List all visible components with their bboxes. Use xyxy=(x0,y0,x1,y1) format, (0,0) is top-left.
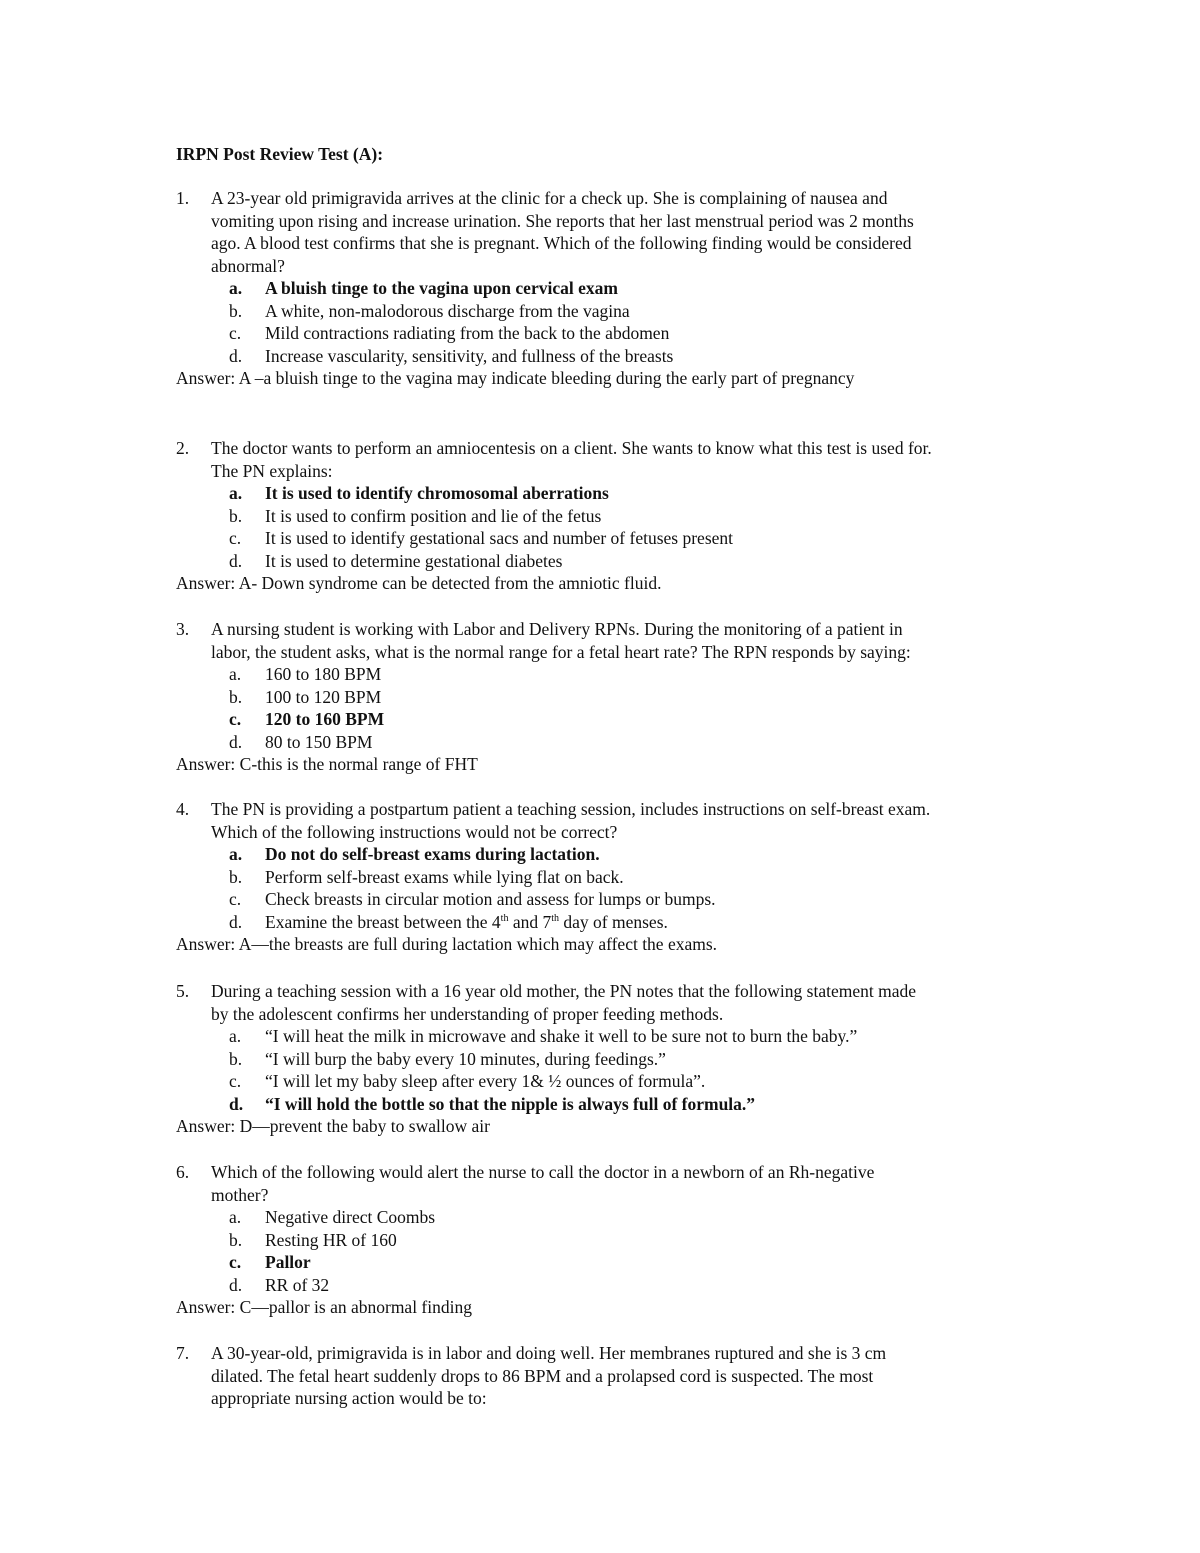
question-text xyxy=(211,618,1036,663)
option-text: Resting HR of 160 xyxy=(265,1229,397,1250)
question-stem xyxy=(176,618,1036,663)
option-text xyxy=(265,911,668,934)
question-text-line: A 23-year old primigravida arrives at the clinic for a check up. She is complaining of nausea and xyxy=(211,188,888,208)
option-item xyxy=(229,527,1036,550)
correct-option xyxy=(229,277,1036,300)
option-letter: a. xyxy=(229,664,242,684)
option-letter: c. xyxy=(229,889,242,909)
correct-option xyxy=(229,843,1036,866)
option-text: “I will burp the baby every 10 minutes, during feedings.” xyxy=(265,1048,666,1069)
option-text: RR of 32 xyxy=(265,1274,330,1295)
option-text: “I will let my baby sleep after every 1& ½ ounces of formula”. xyxy=(265,1071,706,1091)
option-item xyxy=(229,505,1036,528)
question-block xyxy=(176,187,1036,390)
option-letter: d. xyxy=(229,345,243,366)
option-letter: d. xyxy=(229,731,243,752)
question-block xyxy=(176,1161,1036,1319)
question-text xyxy=(211,798,1036,843)
option-text: 100 to 120 BPM xyxy=(265,686,382,707)
option-letter: a. xyxy=(229,1207,242,1227)
option-text: It is used to determine gestational diabetes xyxy=(265,550,563,571)
option-text: It is used to identify gestational sacs and number of fetuses present xyxy=(265,528,734,548)
option-text: Mild contractions radiating from the back to the abdomen xyxy=(265,323,670,343)
option-letter: b. xyxy=(229,300,243,321)
option-letter: b. xyxy=(229,1229,243,1250)
option-text-part: and 7 xyxy=(508,911,552,932)
question-text xyxy=(211,980,1036,1025)
option-letter: b. xyxy=(229,1048,243,1069)
option-letter: b. xyxy=(229,505,243,526)
option-letter: d. xyxy=(229,1093,244,1114)
option-item xyxy=(229,888,1036,911)
option-text: It is used to confirm position and lie of the fetus xyxy=(265,505,602,526)
option-item xyxy=(229,300,1036,323)
correct-option xyxy=(229,708,1036,731)
option-item xyxy=(229,731,1036,754)
question-text-line: A 30-year-old, primigravida is in labor and doing well. Her membranes ruptured and she is 3 cm xyxy=(211,1343,887,1363)
option-item xyxy=(229,1048,1036,1071)
question-number: 6. xyxy=(176,1162,190,1182)
option-item xyxy=(229,1070,1036,1093)
question-block xyxy=(176,798,1036,956)
question-stem xyxy=(176,1342,1036,1410)
question-text-line: abnormal? xyxy=(211,255,285,276)
question-number: 3. xyxy=(176,619,190,639)
option-text: Increase vascularity, sensitivity, and fullness of the breasts xyxy=(265,345,674,366)
option-letter: a. xyxy=(229,1026,242,1046)
question-number: 2. xyxy=(176,438,190,458)
question-block xyxy=(176,980,1036,1138)
question-text-line: mother? xyxy=(211,1184,269,1205)
question-block xyxy=(176,437,1036,595)
question-stem xyxy=(176,187,1036,277)
option-text: 80 to 150 BPM xyxy=(265,731,373,752)
question-text-line: ago. A blood test confirms that she is pregnant. Which of the following finding would be considered xyxy=(211,233,912,253)
question-text-line: During a teaching session with a 16 year old mother, the PN notes that the following statement made xyxy=(211,981,916,1001)
option-letter: d. xyxy=(229,911,243,932)
option-item xyxy=(229,1025,1036,1048)
question-text-line: by the adolescent confirms her understanding of proper feeding methods. xyxy=(211,1003,724,1024)
answer-options xyxy=(176,663,1036,753)
option-letter: c. xyxy=(229,709,242,729)
question-number: 7. xyxy=(176,1343,190,1363)
option-letter: a. xyxy=(229,278,243,298)
option-letter: b. xyxy=(229,866,243,887)
question-text-line: appropriate nursing action would be to: xyxy=(211,1388,487,1408)
question-stem xyxy=(176,980,1036,1025)
option-text: Perform self-breast exams while lying flat on back. xyxy=(265,866,624,887)
question-stem xyxy=(176,1161,1036,1206)
option-text: Do not do self-breast exams during lactation. xyxy=(265,844,600,864)
answer-options xyxy=(176,277,1036,367)
answer-line: Answer: A –a bluish tinge to the vagina may indicate bleeding during the early part of pregnancy xyxy=(176,368,855,388)
option-item xyxy=(229,345,1036,368)
ordinal-suffix: th xyxy=(551,912,560,924)
option-text: “I will heat the milk in microwave and shake it well to be sure not to burn the baby.” xyxy=(265,1026,858,1046)
question-number: 5. xyxy=(176,981,190,1001)
option-item xyxy=(229,1229,1036,1252)
option-text: Pallor xyxy=(265,1252,311,1272)
option-item xyxy=(229,866,1036,889)
answer-options xyxy=(176,1025,1036,1115)
answer-line: Answer: C-this is the normal range of FHT xyxy=(176,754,478,774)
question-number: 1. xyxy=(176,188,190,208)
answer-line: Answer: C—pallor is an abnormal finding xyxy=(176,1297,472,1317)
option-item xyxy=(229,686,1036,709)
option-letter: c. xyxy=(229,323,242,343)
option-letter: b. xyxy=(229,686,243,707)
option-letter: d. xyxy=(229,1274,243,1295)
question-block xyxy=(176,1342,1036,1410)
question-text-line: Which of the following instructions would not be correct? xyxy=(211,821,618,842)
answer-line: Answer: A- Down syndrome can be detected from the amniotic fluid. xyxy=(176,573,662,593)
answer-line: Answer: D—prevent the baby to swallow air xyxy=(176,1116,490,1136)
option-letter: c. xyxy=(229,1252,242,1272)
option-text: A white, non-malodorous discharge from the vagina xyxy=(265,300,630,321)
option-item xyxy=(229,550,1036,573)
option-item xyxy=(229,663,1036,686)
question-text-line: The doctor wants to perform an amniocentesis on a client. She wants to know what this test is used for. xyxy=(211,438,932,458)
option-letter: a. xyxy=(229,844,243,864)
answer-options xyxy=(176,482,1036,572)
option-letter: c. xyxy=(229,1071,242,1091)
question-number: 4. xyxy=(176,799,190,819)
question-text-line: labor, the student asks, what is the normal range for a fetal heart rate? The RPN responds by saying: xyxy=(211,641,911,662)
question-stem xyxy=(176,437,1036,482)
answer-line: Answer: A—the breasts are full during lactation which may affect the exams. xyxy=(176,934,718,954)
option-text: Check breasts in circular motion and assess for lumps or bumps. xyxy=(265,889,716,909)
option-item xyxy=(229,1274,1036,1297)
question-text-line: The PN is providing a postpartum patient a teaching session, includes instructions on self-breast exam. xyxy=(211,799,931,819)
option-text: A bluish tinge to the vagina upon cervical exam xyxy=(265,278,618,298)
question-text-line: The PN explains: xyxy=(211,460,333,481)
question-text-line: dilated. The fetal heart suddenly drops to 86 BPM and a prolapsed cord is suspected. The most xyxy=(211,1365,874,1386)
option-letter: a. xyxy=(229,483,243,503)
option-text-part: day of menses. xyxy=(559,911,668,932)
question-text-line: vomiting upon rising and increase urination. She reports that her last menstrual period was 2 months xyxy=(211,210,914,231)
option-item xyxy=(229,322,1036,345)
question-text xyxy=(211,437,1036,482)
question-text xyxy=(211,1161,1036,1206)
answer-options xyxy=(176,843,1036,933)
question-stem xyxy=(176,798,1036,843)
answer-options xyxy=(176,1206,1036,1296)
option-text: 120 to 160 BPM xyxy=(265,709,385,729)
option-text-part: Examine the breast between the 4 xyxy=(265,911,501,932)
question-block xyxy=(176,618,1036,776)
option-text: “I will hold the bottle so that the nipple is always full of formula.” xyxy=(265,1093,756,1114)
option-item xyxy=(229,911,1036,934)
question-text xyxy=(211,187,1036,277)
ordinal-suffix: th xyxy=(500,912,509,924)
question-text-line: Which of the following would alert the nurse to call the doctor in a newborn of an Rh-negative xyxy=(211,1162,875,1182)
option-letter: d. xyxy=(229,550,243,571)
option-text: 160 to 180 BPM xyxy=(265,664,382,684)
option-text: Negative direct Coombs xyxy=(265,1207,436,1227)
option-item xyxy=(229,1206,1036,1229)
question-text xyxy=(211,1342,1036,1410)
question-text-line: A nursing student is working with Labor and Delivery RPNs. During the monitoring of a patient in xyxy=(211,619,903,639)
option-text: It is used to identify chromosomal aberrations xyxy=(265,483,609,503)
document-title: IRPN Post Review Test (A): xyxy=(176,144,384,164)
correct-option xyxy=(229,482,1036,505)
option-letter: c. xyxy=(229,528,242,548)
correct-option xyxy=(229,1251,1036,1274)
correct-option xyxy=(229,1093,1036,1116)
